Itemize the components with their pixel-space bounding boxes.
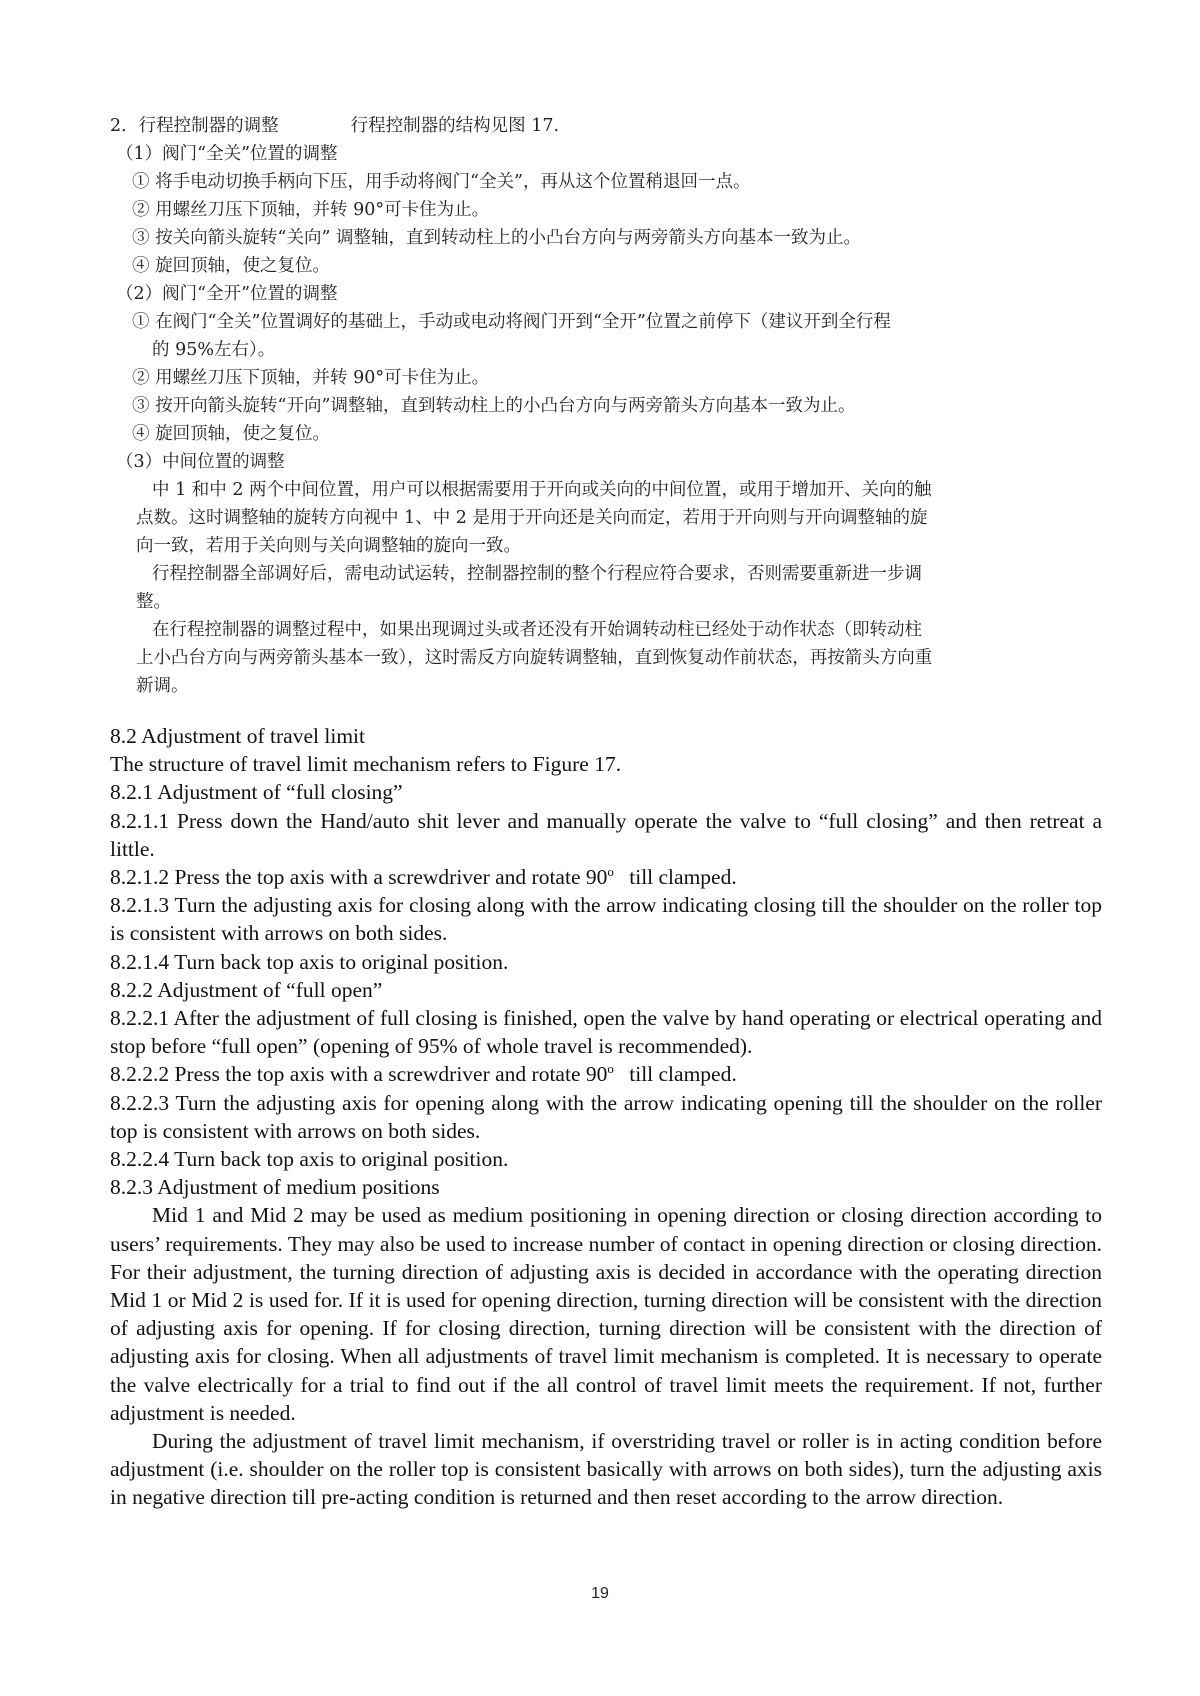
en-step-8-2-2-3: 8.2.2.3 Turn the adjusting axis for opening along with the arrow indicating opening till the shoulder on the roller top is consistent with arrows on both sides. (110, 1090, 1102, 1143)
cn-heading (110, 112, 1100, 140)
en-step-8-2-2-4: 8.2.2.4 Turn back top axis to original position. (110, 1147, 509, 1172)
en-heading-8-2-2: 8.2.2 Adjustment of “full open” (110, 977, 383, 1002)
cn-heading-main: 2．行程控制器的调整 (110, 116, 279, 136)
cn-s1-item: ② 用螺丝刀压下顶轴，并转 90°可卡住为止。 (132, 200, 490, 220)
cn-s3-para-line: 整。 (136, 592, 171, 612)
cn-s2-item: ③ 按开向箭头旋转“开向”调整轴，直到转动柱上的小凸台方向与两旁箭头方向基本一致为止。 (132, 396, 856, 416)
en-paragraph-medium-positions: Mid 1 and Mid 2 may be used as medium positioning in opening direction or closing direction according to users’ requirements. They may also be used to increase number of contact in opening direction or closing direction. For their adjustment, the turning direction of adjusting axis is decided in accordance with the operating direction Mid 1 or Mid 2 is used for. If it is used for opening direction, turning direction will be consistent with the direction of adjusting axis for opening. If for closing direction, turning direction will be consistent with the direction of adjusting axis for closing. When all adjustments of travel limit mechanism is completed. It is necessary to operate the valve electrically for a trial to find out if the all control of travel limit meets the requirement. If not, further adjustment is needed. (110, 1203, 1102, 1425)
cn-s3-para-line: 中 1 和中 2 两个中间位置，用户可以根据需要用于开向或关向的中间位置，或用于增加开、关向的触 (152, 480, 932, 500)
en-paragraph-overstride: During the adjustment of travel limit mechanism, if overstriding travel or roller is in acting condition before adjustment (i.e. shoulder on the roller top is consistent basically with arrows on both sides), turn the adjusting axis in negative direction till pre-acting condition is returned and then reset according to the arrow direction. (110, 1429, 1102, 1510)
en-step-8-2-1-4: 8.2.1.4 Turn back top axis to original position. (110, 949, 509, 974)
cn-s1-item: ③ 按关向箭头旋转“关向” 调整轴，直到转动柱上的小凸台方向与两旁箭头方向基本一致为止。 (132, 228, 862, 248)
cn-s2-item: ① 在阀门“全关”位置调好的基础上，手动或电动将阀门开到“全开”位置之前停下（建议开到全行程 (132, 312, 891, 332)
cn-s3-para-line: 在行程控制器的调整过程中，如果出现调过头或者还没有开始调转动柱已经处于动作状态（即转动柱 (152, 620, 922, 640)
en-step-text: 8.2.2.2 Press the top axis with a screwdriver and rotate 90 (110, 1062, 608, 1087)
chinese-section (110, 112, 1100, 700)
cn-s3-title: （3）中间位置的调整 (116, 452, 285, 472)
cn-s1-item: ① 将手电动切换手柄向下压，用手动将阀门“全关”，再从这个位置稍退回一点。 (132, 172, 751, 192)
cn-s3-para-line: 向一致，若用于关向则与关向调整轴的旋向一致。 (136, 536, 521, 556)
cn-s1-item: ④ 旋回顶轴，使之复位。 (132, 256, 331, 276)
en-heading-8-2-3: 8.2.3 Adjustment of medium positions (110, 1175, 440, 1200)
degree-superscript: o (607, 1061, 614, 1077)
en-step-text: till clamped. (629, 1062, 737, 1087)
cn-heading-ref: 行程控制器的结构见图 17. (350, 116, 560, 136)
en-intro: The structure of travel limit mechanism refers to Figure 17. (110, 752, 622, 777)
cn-s2-item: ② 用螺丝刀压下顶轴，并转 90°可卡住为止。 (132, 368, 490, 388)
degree-superscript: o (607, 864, 614, 880)
cn-s3-para-line: 行程控制器全部调好后，需电动试运转，控制器控制的整个行程应符合要求，否则需要重新进一步调 (152, 564, 922, 584)
english-section (110, 722, 1102, 1512)
cn-s3-para-line: 新调。 (136, 676, 189, 696)
en-step-8-2-1-1: 8.2.1.1 Press down the Hand/auto shit lever and manually operate the valve to “full closing” and then retreat a little. (110, 808, 1102, 861)
en-step-8-2-1-3: 8.2.1.3 Turn the adjusting axis for closing along with the arrow indicating closing till the shoulder on the roller top is consistent with arrows on both sides. (110, 893, 1102, 946)
cn-s2-item: ④ 旋回顶轴，使之复位。 (132, 424, 331, 444)
cn-s2-title: （2）阀门“全开”位置的调整 (116, 284, 338, 304)
cn-s3-para-line: 上小凸台方向与两旁箭头基本一致），这时需反方向旋转调整轴，直到恢复动作前状态，再按箭头方向重 (136, 648, 933, 668)
en-heading-8-2-1: 8.2.1 Adjustment of “full closing” (110, 780, 403, 805)
en-heading-8-2: 8.2 Adjustment of travel limit (110, 724, 365, 748)
cn-s2-item-cont: 的 95%左右）。 (152, 340, 276, 360)
en-step-text: till clamped. (629, 865, 737, 890)
cn-s3-para-line: 点数。这时调整轴的旋转方向视中 1、中 2 是用于开向还是关向而定，若用于开向则与开向调整轴的旋 (136, 508, 928, 528)
en-step-text: 8.2.1.2 Press the top axis with a screwdriver and rotate 90 (110, 865, 608, 890)
en-step-8-2-1-2 (110, 863, 1102, 891)
en-step-8-2-2-1: 8.2.2.1 After the adjustment of full closing is finished, open the valve by hand operating or electrical operating and stop before “full open” (opening of 95% of whole travel is recommended). (110, 1006, 1102, 1059)
page-number: 19 (591, 1585, 609, 1602)
en-step-8-2-2-2 (110, 1060, 1102, 1088)
cn-s1-title: （1）阀门“全关”位置的调整 (116, 144, 338, 164)
